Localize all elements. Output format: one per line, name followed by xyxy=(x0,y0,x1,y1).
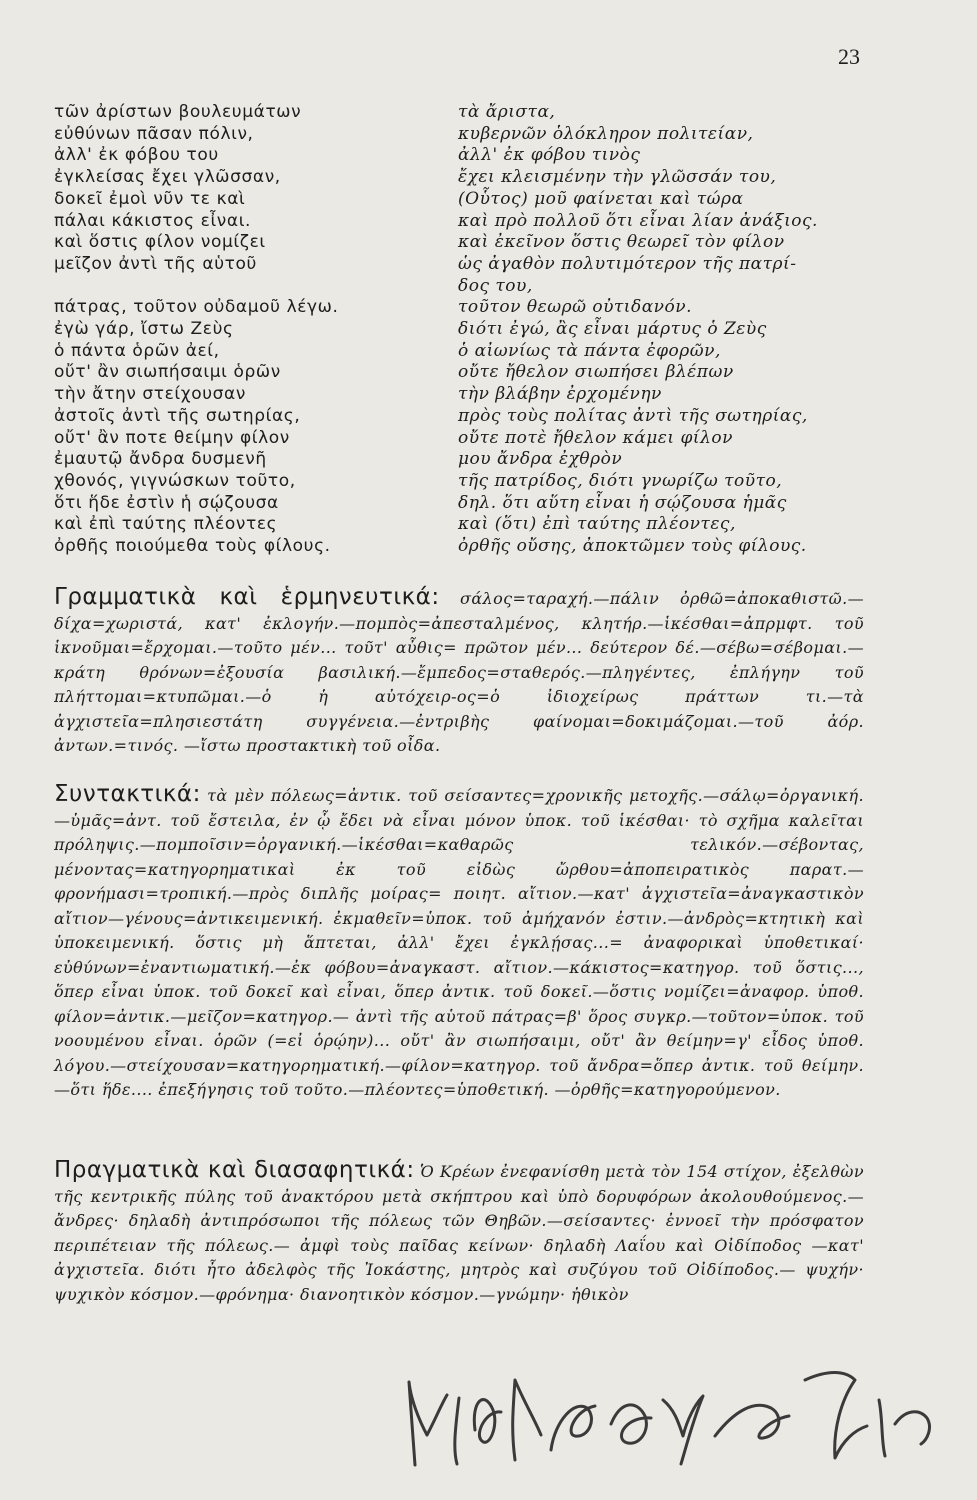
modern-text-line: καὶ ἐκεῖνον ὅστις θεωρεῖ τὸν φίλον xyxy=(458,232,785,253)
ancient-text-line: ἐμαυτῷ ἄνδρα δυσμενῆ xyxy=(54,449,267,470)
modern-text-line: τοῦτον θεωρῶ οὐτιδανόν. xyxy=(458,297,692,318)
modern-text-line: τῆς πατρίδος, διότι γνωρίζω τοῦτο, xyxy=(458,470,783,491)
syntax-notes-heading: Συντακτικά: xyxy=(54,781,201,807)
modern-text-line: (Οὗτος) μοῦ φαίνεται καὶ τώρα xyxy=(458,188,744,209)
ancient-text-line: ἀστοῖς ἀντὶ τῆς σωτηρίας, xyxy=(54,405,301,426)
ancient-text-line: μεῖζον ἀντὶ τῆς αὑτοῦ xyxy=(54,253,257,274)
modern-text-line: ὀρθῆς οὔσης, ἀποκτῶμεν τοὺς φίλους. xyxy=(458,536,807,557)
modern-translation-column xyxy=(458,102,818,558)
modern-text-line: οὔτε ποτὲ ἤθελον κάμει φίλον xyxy=(458,427,733,448)
ancient-text-line: ἀλλ' ἐκ φόβου του xyxy=(54,145,219,166)
ancient-text-line: χθονός, γιγνώσκων τοῦτο, xyxy=(54,470,296,491)
ancient-text-line: τῶν ἀρίστων βουλευμάτων xyxy=(54,102,302,122)
ancient-text-line: ἐγκλείσας ἔχει γλῶσσαν, xyxy=(54,167,281,188)
grammar-notes-text: σάλος=ταραχή.—πάλιν ὀρθῶ=ἀποκαθιστῶ.—δίχα=χωριστά, κατ' ἐκλογήν.—πομπὸς=ἀπεσταλμένος, κλητήρ.—ἱκέσθαι=ἀπρμφτ. τοῦ ἱκνοῦμαι=ἔρχομαι.—τοῦτο μέν... τοῦτ' αὖθις= πρῶτον μέν... δεύτερον δέ.—σέβω=σέβομαι.—κράτη θρόνων=ἐξουσία βασιλική.—ἔμπεδος=σταθερός.—πληγέντες, ἐπλήγην τοῦ πλήττομαι=κτυπῶμαι.—ὁ ἡ αὐτόχειρ-ος=ὁ ἰδιοχείρως πράττων τι.—τὰ ἀγχιστεῖα=πλησιεστάτη συγγένεια.—ἐντριβὴς φαίνομαι=δοκιμάζομαι.—τοῦ ἀόρ. ἀντων.=τινός. —ἴστω προστακτικὴ τοῦ οἶδα. xyxy=(54,589,864,755)
modern-text-line: τὰ ἄριστα, xyxy=(458,102,556,122)
modern-text-line: ὡς ἀγαθὸν πολυτιμότερον τῆς πατρί- xyxy=(458,253,797,274)
page-number: 23 xyxy=(838,44,860,69)
syntax-notes-text: τὰ μὲν πόλεως=ἀντικ. τοῦ σείσαντες=χρονικῆς μετοχῆς.—σάλῳ=ὀργανική.—ὑμᾶς=ἀντ. τοῦ ἔστειλα, ἐν ᾧ ἔδει νὰ εἶναι μόνον ὑποκ. τοῦ ἱκέσθαι· τὸ σχῆμα καλεῖται πρόληψις.—πομποῖσιν=ὀργανική.—ἱκέσθαι=καθαρῶς τελικόν.—σέβοντας, μένοντας=κατηγορηματικαὶ ἐκ τοῦ εἰδὼς ὤρθου=ἀποπειρατικὸς παρατ.—φρονήμασι=τροπική.—πρὸς διπλῆς μοίρας= ποιητ. αἴτιον.—κατ' ἀγχιστεῖα=ἀναγκαστικὸν αἴτιον—γένους=ἀντικειμενική. ἐκμαθεῖν=ὑποκ. τοῦ ἀμήχανόν ἐστιν.—ἀνδρὸς=κτητικὴ καὶ ὑποκειμενική. ὅστις μὴ ἅπτεται, ἀλλ' ἔχει ἐγκλῄσας...= ἀναφορικαὶ ὑποθετικαί· εὐθύνων=ἐναντιωματική.—ἐκ φόβου=ἀναγκαστ. αἴτιον.—κάκιστος=κατηγορ. τοῦ ὅστις..., ὅπερ εἶναι ὑποκ. τοῦ δοκεῖ καὶ εἶναι, ὅπερ ἀντικ. τοῦ δοκεῖ.—ὅστις νομίζει=ἀναφορ. ὑποθ. φίλον=ἀντικ.—μεῖζον=κατηγορ.— ἀντὶ τῆς αὑτοῦ πάτρας=β' ὅρος συγκρ.—τοῦτον=ὑποκ. τοῦ νοουμένου εἶναι. ὁρῶν (=εἰ ὁρῴην)... οὔτ' ἂν σιωπήσαιμι, οὔτ' ἂν θείμην=γ' εἶδος ὑποθ. λόγου.—στείχουσαν=κατηγορηματική.—φίλον=κατηγορ. τοῦ ἄνδρα=ὅπερ ἀντικ. τοῦ θείμην.—ὅτι ἥδε.... ἐπεξήγησις τοῦ τοῦτο.—πλέοντες=ὑποθετική. —ὀρθῆς=κατηγορούμενον. xyxy=(54,786,864,1099)
ancient-text-line: δοκεῖ ἐμοὶ νῦν τε καὶ xyxy=(54,188,246,209)
grammar-notes-heading: Γραμματικὰ καὶ ἑρμηνευτικά: xyxy=(54,584,440,610)
ancient-text-line xyxy=(54,276,339,298)
ancient-text-line: ὁ πάντα ὁρῶν ἀεί, xyxy=(54,340,220,361)
ancient-text-line: τὴν ἄτην στείχουσαν xyxy=(54,384,246,405)
grammar-notes-section xyxy=(54,585,864,759)
modern-text-line: μου ἄνδρα ἐχθρὸν xyxy=(458,449,623,470)
modern-text-line: ἀλλ' ἐκ φόβου τινὸς xyxy=(458,145,641,166)
ancient-text-column xyxy=(54,102,339,558)
ancient-text-line: καὶ ὅστις φίλον νομίζει xyxy=(54,232,266,253)
modern-text-line: καὶ πρὸ πολλοῦ ὅτι εἶναι λίαν ἀνάξιος. xyxy=(458,210,818,231)
modern-text-line: κυβερνῶν ὁλόκληρον πολιτείαν, xyxy=(458,123,754,144)
syntax-notes-section xyxy=(54,782,864,1103)
ancient-text-line: εὐθύνων πᾶσαν πόλιν, xyxy=(54,123,254,144)
ancient-text-line: οὔτ' ἂν σιωπήσαιμι ὁρῶν xyxy=(54,362,281,383)
modern-text-line: διότι ἐγώ, ἂς εἶναι μάρτυς ὁ Ζεὺς xyxy=(458,319,767,340)
handwritten-signature xyxy=(375,1340,965,1470)
ancient-text-line: ὀρθῆς ποιούμεθα τοὺς φίλους. xyxy=(54,536,331,557)
modern-text-line: ἔχει κλεισμένην τὴν γλῶσσάν του, xyxy=(458,167,777,188)
modern-text-line: τὴν βλάβην ἐρχομένην xyxy=(458,384,662,405)
modern-text-line: καὶ (ὅτι) ἐπὶ ταύτης πλέοντες, xyxy=(458,514,736,535)
modern-text-line: δηλ. ὅτι αὕτη εἶναι ἡ σῴζουσα ἡμᾶς xyxy=(458,492,787,513)
pragmatics-notes-text: Ὁ Κρέων ἐνεφανίσθη μετὰ τὸν 154 στίχον, ἐξελθὼν τῆς κεντρικῆς πύλης τοῦ ἀνακτόρου μετὰ σκήπτρου καὶ ὑπὸ δορυφόρων ἀκολουθούμενος.—ἄνδρες· δηλαδὴ ἀντιπρόσωποι τῆς πόλεως τῶν Θηβῶν.—σείσαντες· ἐννοεῖ τὴν πρόσφατον περιπέτειαν τῆς πόλεως.— ἀμφὶ τοὺς παῖδας κείνων· δηλαδὴ Λαΐου καὶ Οἰδίποδος —κατ' ἀγχιστεῖα. διότι ἦτο ἀδελφὸς τῆς Ἰοκάστης, μητρὸς καὶ συζύγου τοῦ Οἰδίποδος.— ψυχήν· ψυχικὸν κόσμον.—φρόνημα· διανοητικὸν κόσμον.—γνώμην· ἠθικὸν xyxy=(54,1162,865,1304)
ancient-text-line: ὅτι ἥδε ἐστὶν ἡ σῴζουσα xyxy=(54,492,279,513)
modern-text-line: πρὸς τοὺς πολίτας ἀντὶ τῆς σωτηρίας, xyxy=(458,405,808,426)
modern-text-line: ὁ αἰωνίως τὰ πάντα ἐφορῶν, xyxy=(458,340,721,361)
pragmatics-notes-heading: Πραγματικὰ καὶ διασαφητικά: xyxy=(54,1157,415,1183)
ancient-text-line: οὔτ' ἂν ποτε θείμην φίλον xyxy=(54,427,290,448)
ancient-text-line: πάτρας, τοῦτον οὐδαμοῦ λέγω. xyxy=(54,297,339,318)
modern-text-line: οὔτε ἤθελον σιωπήσει βλέπων xyxy=(458,362,734,383)
ancient-text-line: καὶ ἐπὶ ταύτης πλέοντες xyxy=(54,514,278,535)
modern-text-line: δος του, xyxy=(458,275,533,296)
ancient-text-line: πάλαι κάκιστος εἶναι. xyxy=(54,210,252,231)
pragmatics-notes-section xyxy=(54,1158,864,1307)
ancient-text-line: ἐγὼ γάρ, ἴστω Ζεὺς xyxy=(54,319,234,340)
